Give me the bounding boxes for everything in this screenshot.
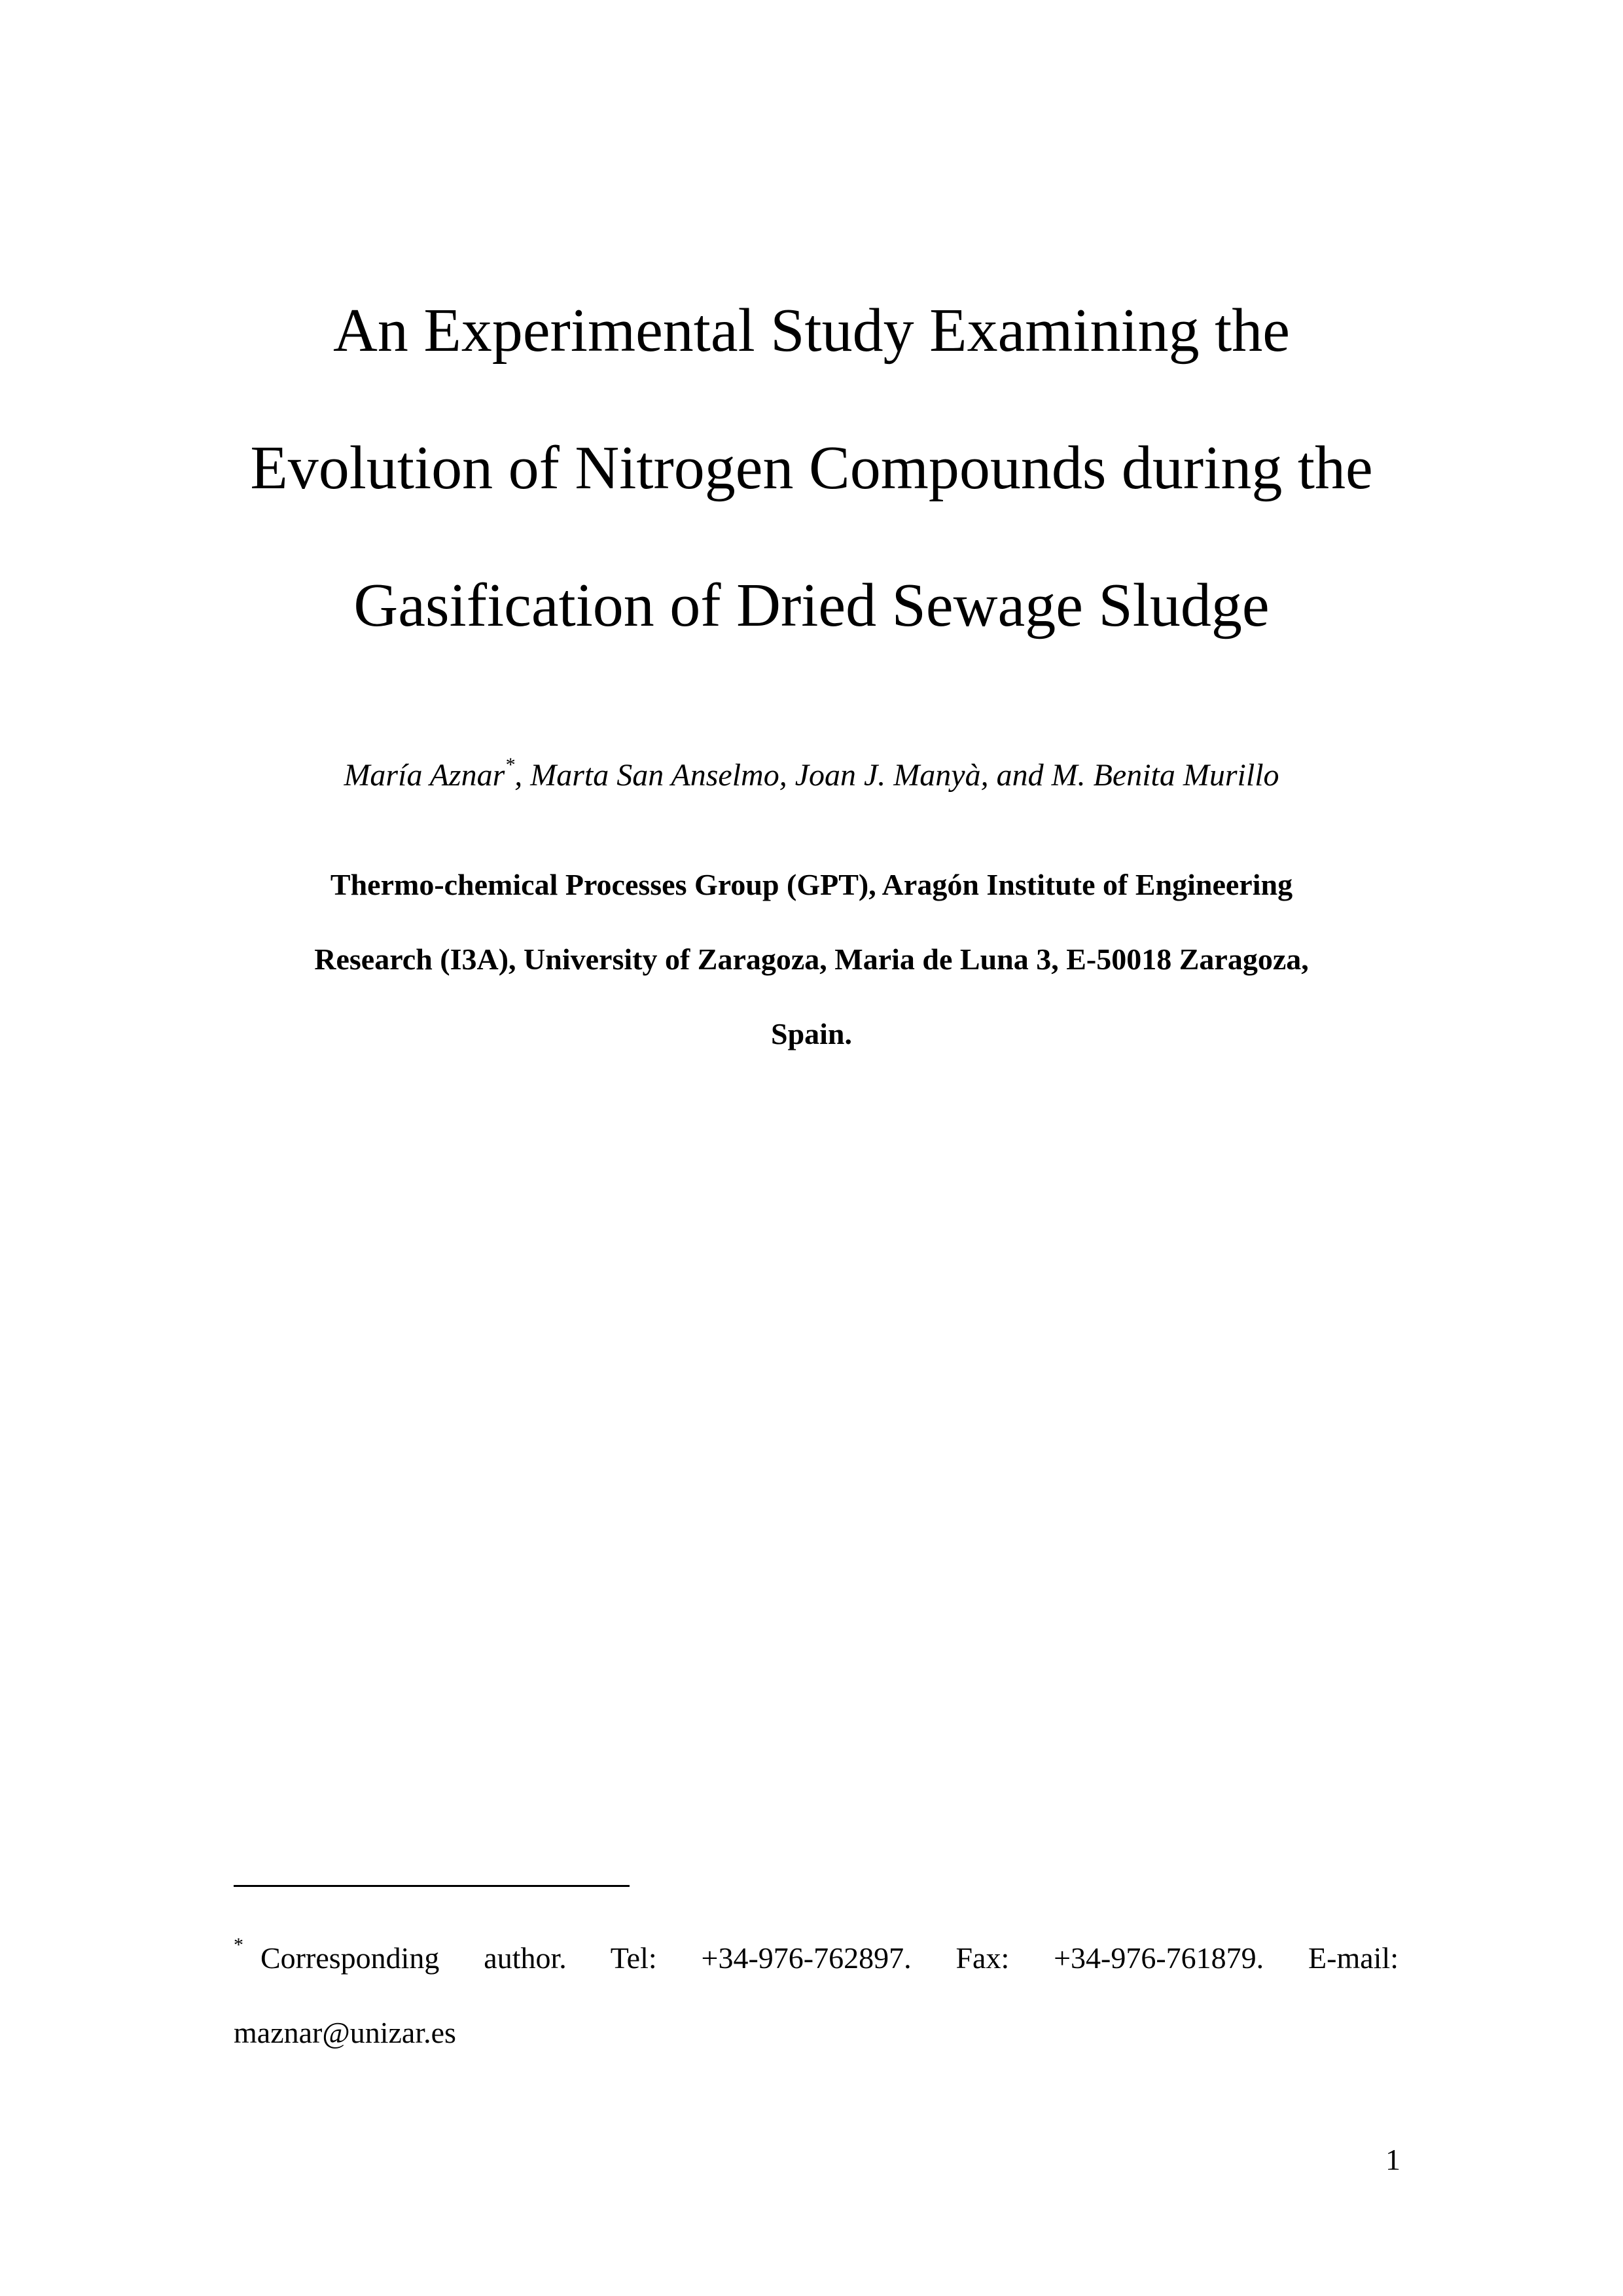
author-rest: , Marta San Anselmo, Joan J. Manyà, and M. Benita Murillo — [514, 758, 1279, 793]
page-number: 1 — [1385, 2143, 1400, 2176]
title-line-3: Gasification of Dried Sewage Sludge — [353, 571, 1270, 639]
footnote-line-1 — [234, 1934, 1399, 1979]
footnote-divider — [234, 1885, 630, 1887]
affiliation-line-1: Thermo-chemical Processes Group (GPT), Aragón Institute of Engineering — [330, 868, 1293, 901]
affiliation-line-3: Spain. — [770, 1017, 853, 1050]
author-list — [0, 753, 1623, 798]
footnote-email: maznar@unizar.es — [234, 2016, 456, 2049]
corresponding-author-marker: * — [505, 754, 515, 776]
title-line-2: Evolution of Nitrogen Compounds during the — [250, 434, 1373, 502]
footnote-marker: * — [234, 1934, 243, 1956]
author-first: María Aznar — [344, 758, 505, 793]
affiliation-line-2: Research (I3A), University of Zaragoza, Maria de Luna 3, E-50018 Zaragoza, — [314, 942, 1309, 976]
footnote-text: Corresponding author. Tel: +34-976-762897. Fax: +34-976-761879. E-mail: — [260, 1941, 1399, 1975]
title-line-1: An Experimental Study Examining the — [333, 296, 1290, 365]
